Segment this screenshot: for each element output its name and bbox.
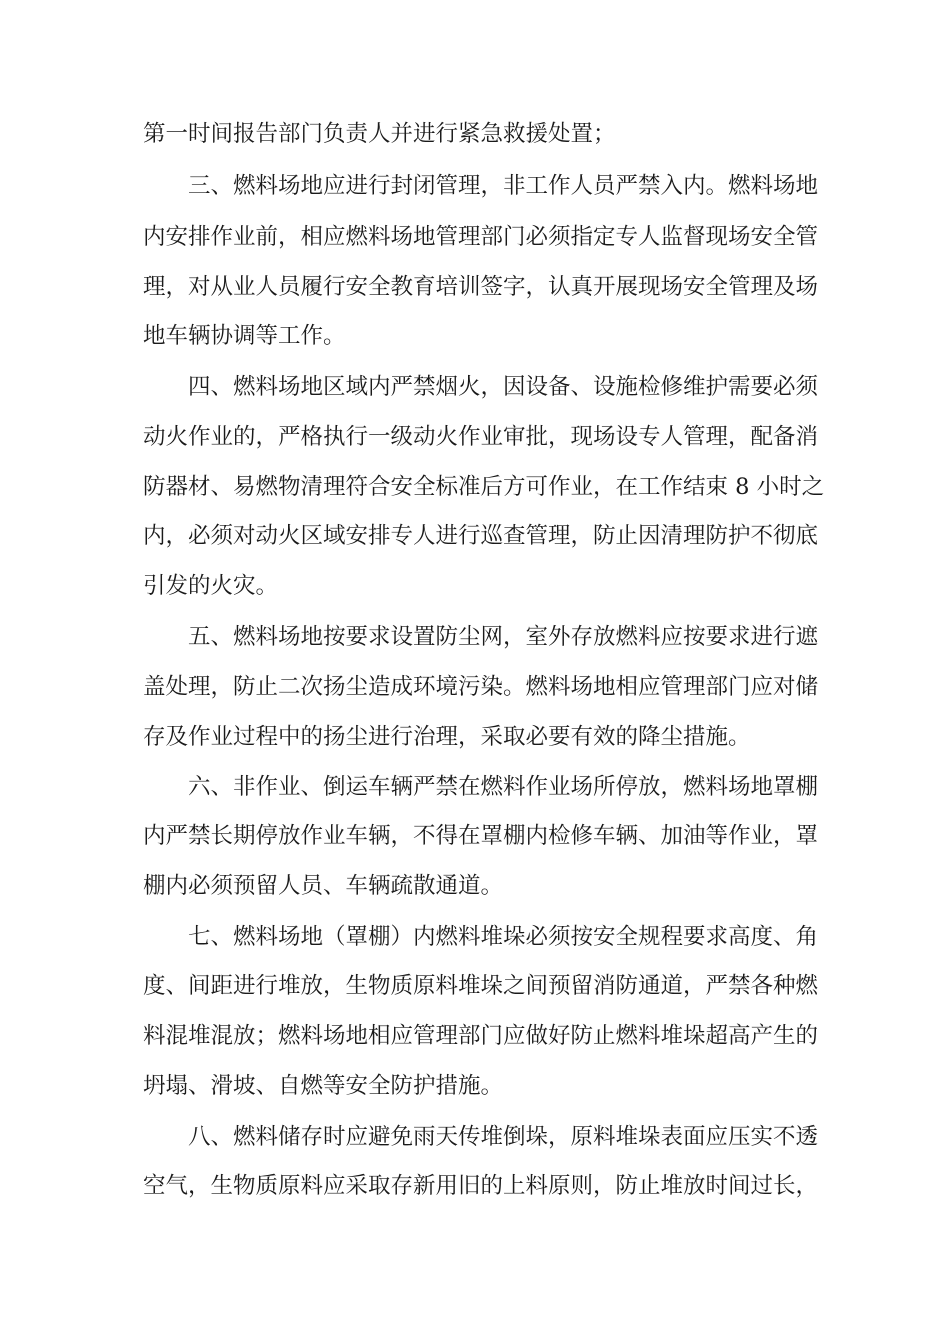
paragraph-4-line-4: 内，必须对动火区域安排专人进行巡查管理，防止因清理防护不彻底: [143, 523, 819, 549]
paragraph-7-line-4: 坍塌、滑坡、自燃等安全防护措施。: [143, 1073, 504, 1099]
paragraph-7-line-3: 料混堆混放；燃料场地相应管理部门应做好防止燃料堆垛超高产生的: [143, 1023, 819, 1049]
paragraph-4-line-1: 四、燃料场地区域内严禁烟火，因设备、设施检修维护需要必须: [188, 374, 819, 400]
paragraph-7-line-1: 七、燃料场地（罩棚）内燃料堆垛必须按安全规程要求高度、角: [188, 924, 819, 950]
paragraph-6-line-2: 内严禁长期停放作业车辆，不得在罩棚内检修车辆、加油等作业，罩: [143, 823, 819, 849]
paragraph-8-line-1: 八、燃料储存时应避免雨天传堆倒垛，原料堆垛表面应压实不透: [188, 1124, 819, 1150]
paragraph-3-line-4: 地车辆协调等工作。: [143, 323, 346, 349]
paragraph-5-line-2: 盖处理，防止二次扬尘造成环境污染。燃料场地相应管理部门应对储: [143, 674, 819, 700]
paragraph-4-line-3: 防器材、易燃物清理符合安全标准后方可作业，在工作结束 8 小时之: [143, 474, 825, 500]
paragraph-6-line-1: 六、非作业、倒运车辆严禁在燃料作业场所停放，燃料场地罩棚: [188, 774, 819, 800]
paragraph-5-line-3: 存及作业过程中的扬尘进行治理，采取必要有效的降尘措施。: [143, 724, 751, 750]
paragraph-3-line-1: 三、燃料场地应进行封闭管理，非工作人员严禁入内。燃料场地: [188, 173, 819, 199]
paragraph-3-line-3: 理，对从业人员履行安全教育培训签字，认真开展现场安全管理及场: [143, 274, 819, 300]
paragraph-4-line-5: 引发的火灾。: [143, 573, 279, 599]
paragraph-7-line-2: 度、间距进行堆放，生物质原料堆垛之间预留消防通道，严禁各种燃: [143, 973, 819, 999]
text-line: 第一时间报告部门负责人并进行紧急救援处置；: [143, 121, 616, 147]
paragraph-8-line-2: 空气，生物质原料应采取存新用旧的上料原则，防止堆放时间过长，: [143, 1173, 819, 1199]
paragraph-6-line-3: 棚内必须预留人员、车辆疏散通道。: [143, 873, 504, 899]
paragraph-4-line-2: 动火作业的，严格执行一级动火作业审批，现场设专人管理，配备消: [143, 424, 819, 450]
paragraph-3-line-2: 内安排作业前，相应燃料场地管理部门必须指定专人监督现场安全管: [143, 224, 819, 250]
paragraph-5-line-1: 五、燃料场地按要求设置防尘网，室外存放燃料应按要求进行遮: [188, 624, 819, 650]
